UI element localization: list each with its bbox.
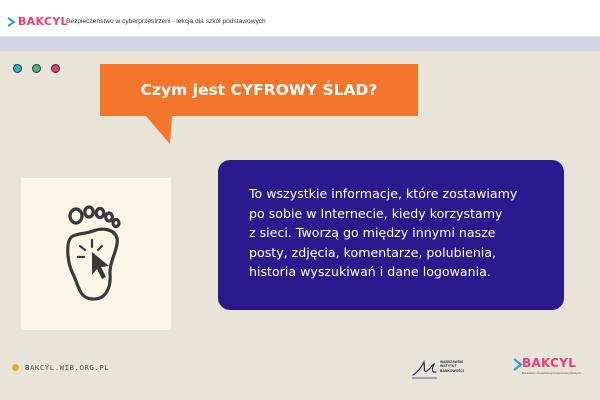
wib-logo [410,358,480,382]
definition-line: To wszystkie informacje, które zostawiamy [249,186,518,201]
heading-speech-bubble [100,64,418,116]
slide-heading: Czym jest CYFROWY ŚLAD? [140,81,378,99]
window-dot-green [32,64,41,73]
bakcyl-logo[interactable] [7,14,68,30]
window-dot-pink [51,64,60,73]
bakcyl-footer-logo [513,356,593,386]
definition-line: posty, zdjęcia, komentarze, polubienia, [249,244,497,260]
header-stripe [0,37,600,51]
page-title: Bezpieczeństwo w cyberprzestrzeni - lekcja dla szkół podstawowych [66,18,266,25]
window-dot-blue [13,64,22,73]
definition-line: po sobie w Internecie, kiedy korzystamy [249,205,503,221]
footer-url: BAKCYL.WIB.ORG.PL [25,363,110,372]
footer-link[interactable] [12,363,109,372]
top-header-bar [0,0,600,37]
bakcyl-footer-text: BAKCYL [522,356,577,370]
definition-box [218,160,564,310]
footprint-card [21,178,171,330]
bakcyl-footer-subtitle: Bankowcy dla Edukacji Finansowej Młodych [522,371,581,375]
footprint-cursor-icon [21,178,171,330]
wib-logo-text: WARSZAWSKI INSTYTUT BANKOWOŚCI [440,360,464,373]
definition-line: z sieci. Tworzą go między innymi nasze [249,225,496,241]
footer-bullet-icon [12,364,19,371]
definition-line: historia wyszukiwań i dane logowania. [249,264,491,280]
bakcyl-logo-text: BAKCYL [18,15,68,28]
bakcyl-logo-mark-icon [7,17,16,27]
wib-signature-icon [410,358,440,382]
